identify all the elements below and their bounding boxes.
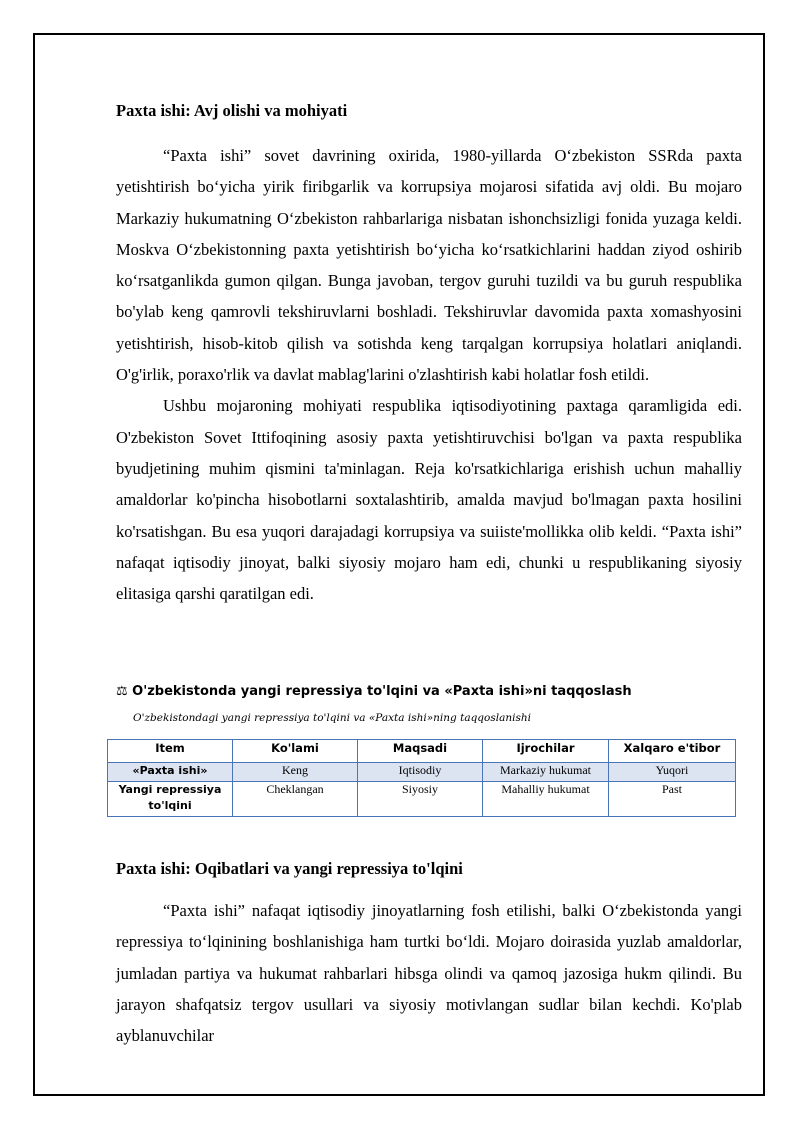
section-1-body bbox=[116, 140, 742, 609]
table-cell: Mahalliy hukumat bbox=[483, 782, 609, 817]
paragraph-2: Ushbu mojaroning mohiyati respublika iqtisodiyotining paxtaga qaramligida edi. O'zbekiston Sovet Ittifoqining asosiy paxta yetishtiruvchisi bo'lgan va paxta respublika byudjetining muhim qismini ta'minlagan. Reja ko'rsatkichlariga erishish uchun mahalliy amaldorlar ko'pincha hisobotlarni soxtalashtirib, amalda mavjud bo'lmagan paxta hosilini ko'rsatishgan. Bu esa yuqori darajadagi korrupsiya va suiiste'mollikka olib keldi. “Paxta ishi” nafaqat iqtisodiy jinoyat, balki siyosiy mojaro ham edi, chunki u respublikaning siyosiy elitasiga qarshi qaratilgan edi. bbox=[116, 396, 742, 604]
table-cell: Markaziy hukumat bbox=[483, 763, 609, 782]
table-cell: Keng bbox=[233, 763, 358, 782]
header-ijrochilar: Ijrochilar bbox=[483, 740, 609, 763]
paragraph-3: “Paxta ishi” nafaqat iqtisodiy jinoyatlarning fosh etilishi, balki O‘zbekistonda yangi repressiya to‘lqinining boshlanishiga ham turtki bo‘ldi. Mojaro doirasida yuzlab amaldorlar, jumladan partiya va hukumat rahbarlari hibsga olindi va qamoq jazosiga hukm qilindi. Bu jarayon shafqatsiz tergov usullari va siyosiy motivlangan sudlar bilan kechdi. Ko'plab ayblanuvchilar bbox=[116, 901, 742, 1046]
table-cell: Cheklangan bbox=[233, 782, 358, 817]
table-subtitle: O'zbekistondagi yangi repressiya to'lqini va «Paxta ishi»ning taqqoslanishi bbox=[133, 712, 531, 724]
table-cell: Past bbox=[609, 782, 736, 817]
comparison-table bbox=[107, 739, 736, 817]
section-heading-1: Paxta ishi: Avj olishi va mohiyati bbox=[116, 101, 348, 120]
section-heading-2: Paxta ishi: Oqibatlari va yangi repressiya to'lqini bbox=[116, 859, 463, 878]
paragraph-1: “Paxta ishi” sovet davrining oxirida, 1980-yillarda O‘zbekiston SSRda paxta yetishtirish bo‘yicha yirik firibgarlik va korrupsiya mojarosi sifatida avj oldi. Bu mojaro Markaziy hukumatning O‘zbekiston rahbarlariga nisbatan ishonchsizligi fonida yuzaga keldi. Moskva O‘zbekistonning paxta yetishtirish bo‘yicha ko‘rsatkichlarini haddan ziyod oshirib ko‘rsatganlikda gumon qilgan. Bunga javoban, tergov guruhi tuzildi va bu guruh respublika bo'ylab keng qamrovli tekshiruvlarni boshladi. Tekshiruvlar davomida paxta xomashyosini yetishtirish, hisob-kitob qilish va sotishda keng tarqalgan korrupsiya holatlari aniqlandi. O'g'irlik, poraxo'rlik va davlat mablag'larini o'zlashtirish kabi holatlar fosh etildi. bbox=[116, 146, 742, 385]
table-cell: Iqtisodiy bbox=[358, 763, 483, 782]
header-xalqaro-etibor: Xalqaro e'tibor bbox=[609, 740, 736, 763]
header-kolami: Ko'lami bbox=[233, 740, 358, 763]
table-cell: Yangi repressiya to'lqini bbox=[108, 782, 233, 817]
table-cell: Yuqori bbox=[609, 763, 736, 782]
table-header-row bbox=[108, 740, 736, 763]
table-row bbox=[108, 782, 736, 817]
table-cell: Siyosiy bbox=[358, 782, 483, 817]
section-2-body bbox=[116, 895, 742, 1051]
table-title: ⚖ O'zbekistonda yangi repressiya to'lqini va «Paxta ishi»ni taqqoslash bbox=[116, 684, 632, 699]
header-item: Item bbox=[108, 740, 233, 763]
table-row bbox=[108, 763, 736, 782]
header-maqsadi: Maqsadi bbox=[358, 740, 483, 763]
table-cell: «Paxta ishi» bbox=[108, 763, 233, 782]
